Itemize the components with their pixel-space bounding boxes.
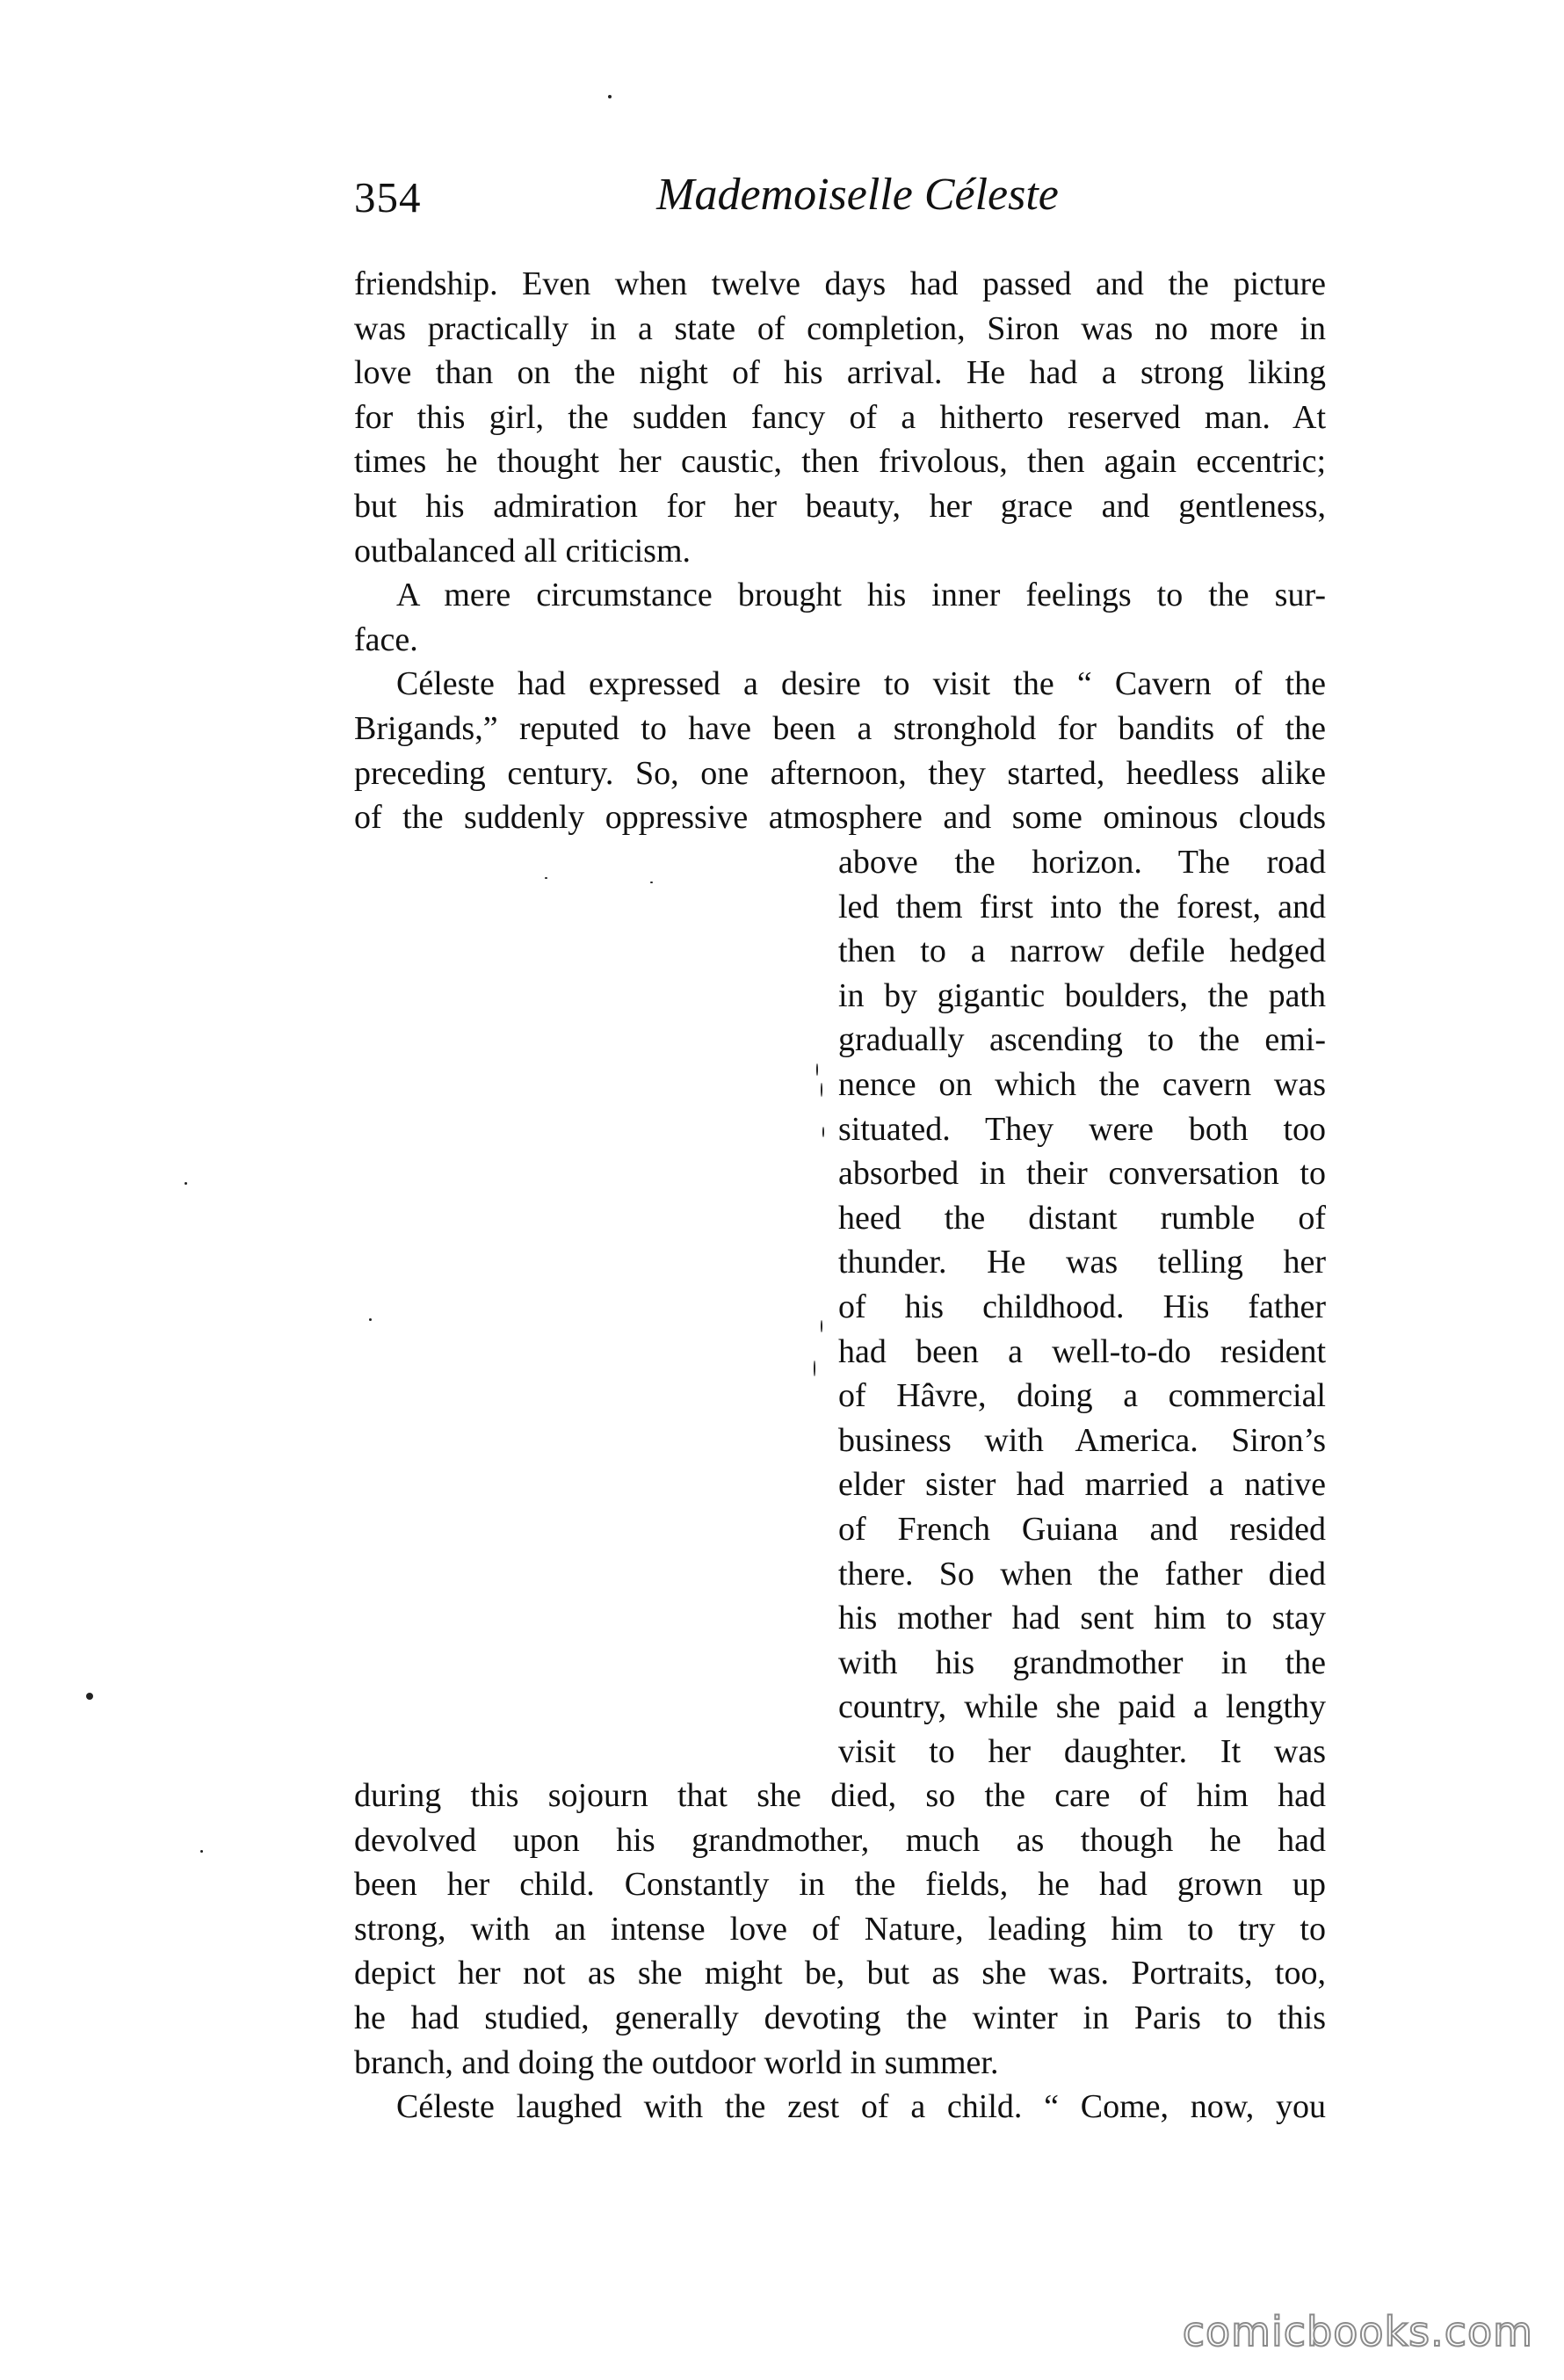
scan-speck xyxy=(86,1693,93,1700)
text-line: times he thought her caustic, then frivolous, then again eccentric; xyxy=(354,443,1326,481)
page-header xyxy=(354,172,1326,234)
page-number: 354 xyxy=(354,173,422,221)
scan-speck xyxy=(608,95,612,98)
scan-speck xyxy=(545,877,547,879)
text-line: he had studied, generally devoting the winter in Paris to this xyxy=(354,1999,1326,2036)
text-line: branch, and doing the outdoor world in summer. xyxy=(354,2043,999,2081)
scan-speck xyxy=(821,1320,822,1332)
text-line: business with America. Siron’s xyxy=(838,1421,1326,1459)
scan-speck xyxy=(650,882,653,883)
paragraph-block-bottom xyxy=(354,1774,1326,2130)
text-line: gradually ascending to the emi- xyxy=(838,1021,1326,1059)
text-line: elder sister had married a native xyxy=(838,1466,1326,1504)
text-line: Céleste had expressed a desire to visit the “ Cavern of the xyxy=(396,665,1326,703)
paragraph-block-narrow xyxy=(838,840,1326,1774)
text-line: devolved upon his grandmother, much as though he had xyxy=(354,1821,1326,1859)
text-line: thunder. He was telling her xyxy=(838,1244,1326,1281)
text-line: preceding century. So, one afternoon, they started, heedless alike xyxy=(354,754,1326,792)
text-line: visit to her daughter. It was xyxy=(838,1732,1326,1770)
text-line: had been a well-to-do resident xyxy=(838,1332,1326,1370)
text-line: his mother had sent him to stay xyxy=(838,1600,1326,1637)
text-line: of his childhood. His father xyxy=(838,1288,1326,1325)
text-line: A mere circumstance brought his inner feelings to the sur- xyxy=(396,577,1326,614)
text-line: depict her not as she might be, but as she was. Portraits, too, xyxy=(354,1955,1326,1992)
scan-speck xyxy=(816,1063,818,1076)
text-line: country, while she paid a lengthy xyxy=(838,1688,1326,1726)
scan-speck xyxy=(821,1083,822,1097)
running-title: Mademoiselle Céleste xyxy=(656,170,1059,220)
text-line: friendship. Even when twelve days had passed and the picture xyxy=(354,265,1326,302)
paragraph-block-top xyxy=(354,262,1326,840)
text-line: love than on the night of his arrival. He had a strong liking xyxy=(354,354,1326,392)
scan-speck xyxy=(200,1850,203,1853)
text-line: but his admiration for her beauty, her grace and gentleness, xyxy=(354,487,1326,525)
text-line: Céleste laughed with the zest of a child. “ Come, now, you xyxy=(396,2088,1326,2126)
text-line: been her child. Constantly in the fields, he had grown up xyxy=(354,1866,1326,1904)
text-line: in by gigantic boulders, the path xyxy=(838,976,1326,1014)
text-line: then to a narrow defile hedged xyxy=(838,932,1326,970)
scan-speck xyxy=(185,1182,187,1185)
text-line: nence on which the cavern was xyxy=(838,1065,1326,1103)
text-line: situated. They were both too xyxy=(838,1110,1326,1148)
text-line: of Hâvre, doing a commercial xyxy=(838,1377,1326,1415)
text-line: outbalanced all criticism. xyxy=(354,532,691,570)
text-line: for this girl, the sudden fancy of a hitherto reserved man. At xyxy=(354,398,1326,436)
scan-speck xyxy=(822,1127,824,1137)
text-line: heed the distant rumble of xyxy=(838,1199,1326,1237)
text-line: strong, with an intense love of Nature, leading him to try to xyxy=(354,1910,1326,1948)
text-line: there. So when the father died xyxy=(838,1555,1326,1593)
text-line: of French Guiana and resided xyxy=(838,1510,1326,1548)
scan-speck xyxy=(369,1318,372,1321)
scan-speck xyxy=(814,1361,815,1376)
text-line: of the suddenly oppressive atmosphere and some ominous clouds xyxy=(354,799,1326,837)
text-line: was practically in a state of completion, Siron was no more in xyxy=(354,309,1326,347)
text-line: during this sojourn that she died, so the care of him had xyxy=(354,1777,1326,1814)
text-line: above the horizon. The road xyxy=(838,844,1326,881)
text-line: absorbed in their conversation to xyxy=(838,1155,1326,1193)
site-watermark: comicbooks.com xyxy=(1182,2308,1533,2355)
text-line: led them first into the forest, and xyxy=(838,888,1326,925)
text-line: with his grandmother in the xyxy=(838,1644,1326,1681)
text-line: face. xyxy=(354,620,418,658)
text-line: Brigands,” reputed to have been a stronghold for bandits of the xyxy=(354,709,1326,747)
